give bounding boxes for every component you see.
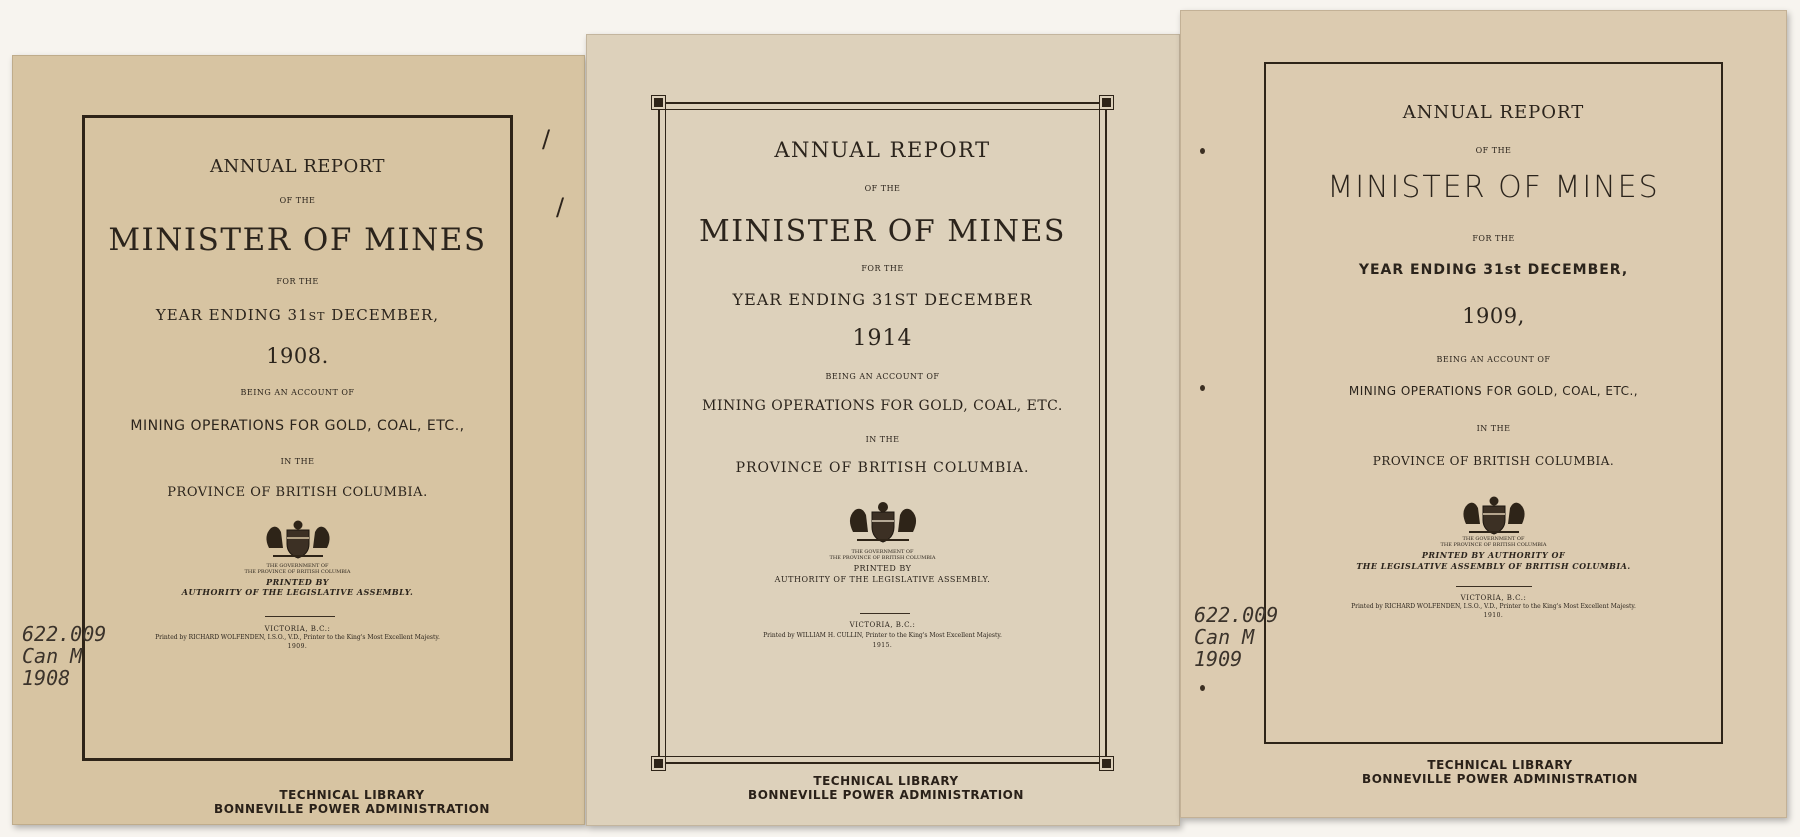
province-text: PROVINCE OF BRITISH COLUMBIA.: [167, 485, 428, 500]
report-year: 1909,: [1462, 304, 1525, 328]
crest-caption-line-2: THE PROVINCE OF BRITISH COLUMBIA: [1440, 542, 1547, 548]
year-ending-text: YEAR ENDING 31st DECEMBER,: [155, 306, 440, 324]
in-the-text: IN THE: [865, 435, 900, 444]
of-the-text: OF THE: [864, 184, 901, 193]
print-year-text: 1915.: [872, 642, 893, 649]
border-corner-ornament: [652, 757, 665, 770]
province-text: PROVINCE OF BRITISH COLUMBIA.: [1372, 454, 1615, 468]
annual-report-heading: ANNUAL REPORT: [1402, 102, 1585, 123]
stamp-line-1: TECHNICAL LIBRARY: [1427, 758, 1573, 772]
province-text: PROVINCE OF BRITISH COLUMBIA.: [735, 460, 1030, 476]
crest-caption-line-1: THE GOVERNMENT OF: [266, 563, 329, 569]
divider-rule: [265, 616, 335, 617]
year-ending-text: YEAR ENDING 31ST DECEMBER: [732, 290, 1033, 309]
coat-of-arms-icon: [843, 500, 923, 546]
stamp-line-2: BONNEVILLE POWER ADMINISTRATION: [748, 788, 1024, 802]
report-cover-1914: [586, 34, 1180, 826]
divider-rule: [1456, 586, 1532, 587]
report-cover-1908: [12, 55, 585, 825]
mining-operations-text: MINING OPERATIONS FOR GOLD, COAL, ETC.,: [130, 418, 465, 434]
crest-caption-line-1: THE GOVERNMENT OF: [1462, 536, 1525, 542]
printed-by-text: PRINTED BY: [266, 577, 329, 587]
authority-text: THE LEGISLATIVE ASSEMBLY OF BRITISH COLUMBIA.: [1356, 561, 1631, 571]
for-the-text: FOR THE: [861, 264, 904, 273]
report-year: 1908.: [266, 344, 329, 368]
crest-caption-line-1: THE GOVERNMENT OF: [851, 549, 914, 555]
call-number: [1194, 604, 1278, 670]
cover-border: [658, 102, 1107, 764]
print-year-text: 1909.: [287, 643, 308, 650]
being-an-account-text: BEING AN ACCOUNT OF: [825, 372, 940, 381]
call-number-line-2: Can M: [1194, 625, 1255, 649]
printer-text: Printed by RICHARD WOLFENDEN, I.S.O., V.D., Printer to the King's Most Excellent Majesty.: [155, 634, 440, 641]
being-an-account-text: BEING AN ACCOUNT OF: [240, 388, 355, 397]
binding-hole: [1200, 685, 1205, 691]
call-number-line-2: Can M: [22, 644, 83, 668]
authority-text: AUTHORITY OF THE LEGISLATIVE ASSEMBLY.: [181, 587, 414, 597]
call-number-line-1: 622.009: [1194, 603, 1279, 627]
stamp-line-2: BONNEVILLE POWER ADMINISTRATION: [1362, 772, 1638, 786]
call-number-line-1: 622.009: [22, 622, 107, 646]
mining-operations-text: MINING OPERATIONS FOR GOLD, COAL, ETC.,: [1348, 384, 1639, 398]
call-number: [22, 623, 106, 689]
cover-border: [1264, 62, 1723, 744]
printed-by-text: PRINTED BY: [853, 564, 912, 573]
report-cover-1909: [1180, 10, 1787, 818]
of-the-text: OF THE: [1475, 146, 1512, 155]
crest-caption-line-2: THE PROVINCE OF BRITISH COLUMBIA: [244, 569, 351, 575]
stamp-line-2: BONNEVILLE POWER ADMINISTRATION: [214, 802, 490, 816]
victoria-text: VICTORIA, B.C.:: [849, 621, 916, 629]
cover-border: [82, 115, 513, 761]
of-the-text: OF THE: [279, 196, 316, 205]
coat-of-arms-icon: [1456, 494, 1532, 536]
authority-text: AUTHORITY OF THE LEGISLATIVE ASSEMBLY.: [774, 575, 991, 584]
stamp-line-1: TECHNICAL LIBRARY: [279, 788, 425, 802]
minister-of-mines-title: MINISTER OF MINES: [1327, 170, 1660, 205]
minister-of-mines-title: MINISTER OF MINES: [108, 222, 487, 258]
border-corner-ornament: [1100, 96, 1113, 109]
annual-report-heading: ANNUAL REPORT: [209, 156, 386, 177]
binding-hole: [1200, 385, 1205, 391]
stamp-line-1: TECHNICAL LIBRARY: [813, 774, 959, 788]
victoria-text: VICTORIA, B.C.:: [264, 625, 331, 633]
pencil-mark: /: [556, 193, 565, 221]
call-number-line-3: 1908: [22, 666, 71, 690]
pencil-mark: /: [542, 125, 551, 153]
report-year: 1914: [852, 326, 913, 351]
binding-hole: [1200, 148, 1205, 154]
printer-text: Printed by WILLIAM H. CULLIN, Printer to the King's Most Excellent Majesty.: [763, 632, 1002, 639]
border-corner-ornament: [652, 96, 665, 109]
for-the-text: FOR THE: [1472, 234, 1515, 243]
victoria-text: VICTORIA, B.C.:: [1460, 594, 1527, 602]
crest-caption-line-2: THE PROVINCE OF BRITISH COLUMBIA: [829, 555, 936, 561]
for-the-text: FOR THE: [276, 277, 319, 286]
library-stamp: [1340, 758, 1660, 786]
year-ending-text: YEAR ENDING 31st DECEMBER,: [1358, 262, 1629, 278]
library-stamp: [726, 774, 1046, 802]
minister-of-mines-title: MINISTER OF MINES: [699, 214, 1066, 249]
in-the-text: IN THE: [280, 457, 315, 466]
printer-text: Printed by RICHARD WOLFENDEN, I.S.O., V.D., Printer to the King's Most Excellent Majesty.: [1351, 603, 1636, 610]
coat-of-arms-icon: [259, 518, 337, 562]
in-the-text: IN THE: [1476, 424, 1511, 433]
mining-operations-text: MINING OPERATIONS FOR GOLD, COAL, ETC.: [702, 398, 1063, 414]
being-an-account-text: BEING AN ACCOUNT OF: [1436, 355, 1551, 364]
print-year-text: 1910.: [1483, 612, 1504, 619]
call-number-line-3: 1909: [1194, 647, 1243, 671]
divider-rule: [860, 613, 910, 614]
library-stamp: [202, 788, 502, 816]
annual-report-heading: ANNUAL REPORT: [774, 138, 991, 162]
border-corner-ornament: [1100, 757, 1113, 770]
printed-by-text: PRINTED BY AUTHORITY OF: [1421, 550, 1566, 560]
